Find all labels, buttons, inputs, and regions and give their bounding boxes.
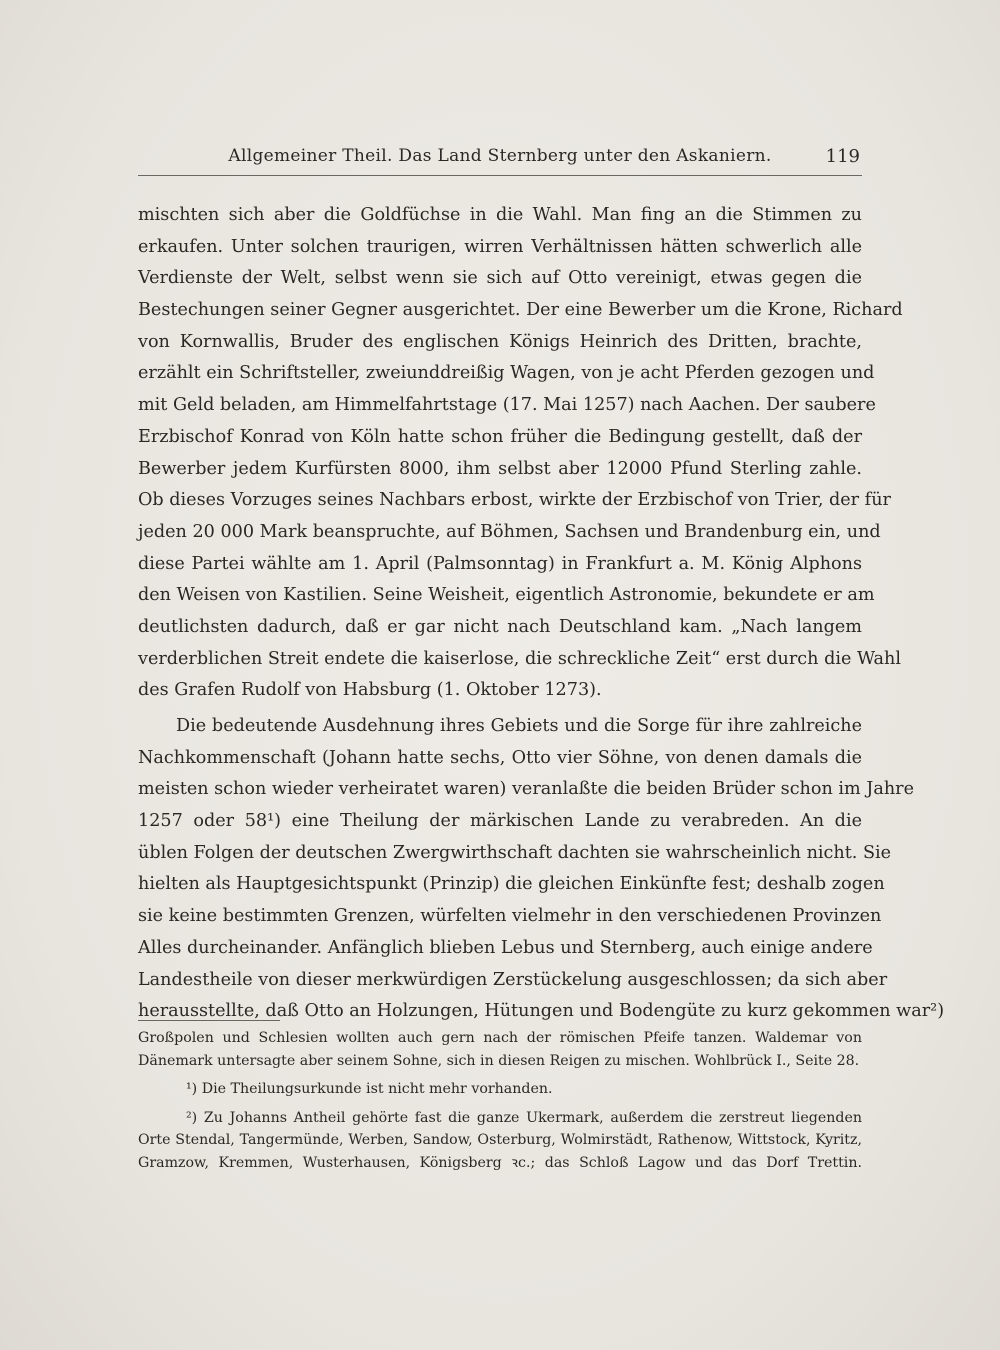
text-line: mit Geld beladen, am Himmelfahrtstage (17. Mai 1257) nach Aachen. Der saubere <box>138 395 876 416</box>
text-line: Bestechungen seiner Gegner ausgerichtet. Der eine Bewerber um die Krone, Richard <box>138 300 903 321</box>
text-line: meisten schon wieder verheiratet waren) veranlaßte die beiden Brüder schon im Jahre <box>138 779 914 800</box>
text-line: erzählt ein Schriftsteller, zweiunddreißig Wagen, von je acht Pferden gezogen und <box>138 363 875 384</box>
footnote-2 <box>138 1107 862 1175</box>
running-title: Allgemeiner Theil. Das Land Sternberg unter den Askaniern. <box>228 146 772 166</box>
text-line: diese Partei wählte am 1. April (Palmsonntag) in Frankfurt a. M. König Alphons <box>138 553 862 574</box>
text-line: mischten sich aber die Goldfüchse in die Wahl. Man fing an die Stimmen zu <box>138 205 862 225</box>
text-line: des Grafen Rudolf von Habsburg (1. Oktober 1273). <box>138 680 602 701</box>
footnote-1 <box>138 1078 862 1101</box>
text-line: Die bedeutende Ausdehnung ihres Gebiets und die Sorge für ihre zahlreiche <box>176 716 862 736</box>
text-line: Bewerber jedem Kurfürsten 8000, ihm selbst aber 12000 Pfund Sterling zahle. <box>138 458 862 479</box>
text-line: Ob dieses Vorzuges seines Nachbars erbost, wirkte der Erzbischof von Trier, der für <box>138 490 891 511</box>
text-line: den Weisen von Kastilien. Seine Weisheit, eigentlich Astronomie, bekundete er am <box>138 585 875 606</box>
page-header <box>138 142 862 172</box>
body-text <box>138 200 945 1028</box>
footnote-line: ¹) Die Theilungsurkunde ist nicht mehr vorhanden. <box>186 1081 553 1098</box>
text-line: Alles durcheinander. Anfänglich blieben Lebus und Sternberg, auch einige andere <box>138 937 873 958</box>
text-line: herausstellte, daß Otto an Holzungen, Hütungen und Bodengüte zu kurz gekommen war²) <box>138 1001 945 1022</box>
footnote-line: Dänemark untersagte aber seinem Sohne, sich in diesen Reigen zu mischen. Wohlbrück I., Seite 28. <box>138 1052 860 1069</box>
text-line: Nachkommenschaft (Johann hatte sechs, Otto vier Söhne, von denen damals die <box>138 747 862 768</box>
text-line: üblen Folgen der deutschen Zwergwirthschaft dachten sie wahrscheinlich nicht. Sie <box>138 842 892 863</box>
text-line: Verdienste der Welt, selbst wenn sie sich auf Otto vereinigt, etwas gegen die <box>138 268 862 289</box>
footnote-line: Gramzow, Kremmen, Wusterhausen, Königsberg ꝛc.; das Schloß Lagow und das Dorf Trettin. <box>138 1154 862 1171</box>
page-number: 119 <box>825 146 860 167</box>
text-line: sie keine bestimmten Grenzen, würfelten vielmehr in den verschiedenen Provinzen <box>138 906 882 927</box>
paragraph-1 <box>138 200 903 707</box>
text-line: verderblichen Streit endete die kaiserlose, die schreckliche Zeit“ erst durch die Wahl <box>138 648 901 669</box>
text-line: von Kornwallis, Bruder des englischen Königs Heinrich des Dritten, brachte, <box>138 331 862 352</box>
paragraph-2 <box>138 711 945 1028</box>
text-line: 1257 oder 58¹) eine Theilung der märkischen Lande zu verabreden. An die <box>138 811 862 832</box>
footnote-line: ²) Zu Johanns Antheil gehörte fast die ganze Ukermark, außerdem die zerstreut liegenden <box>186 1109 862 1126</box>
footnotes <box>138 1027 862 1175</box>
footnote-rule <box>138 1020 280 1021</box>
text-line: Erzbischof Konrad von Köln hatte schon früher die Bedingung gestellt, daß der <box>138 426 862 447</box>
text-line: deutlichsten dadurch, daß er gar nicht nach Deutschland kam. „Nach langem <box>138 616 862 637</box>
text-line: Landestheile von dieser merkwürdigen Zerstückelung ausgeschlossen; da sich aber <box>138 969 888 990</box>
header-rule <box>138 175 862 176</box>
footnote-continued <box>138 1027 862 1072</box>
text-line: erkaufen. Unter solchen traurigen, wirren Verhältnissen hätten schwerlich alle <box>138 236 862 257</box>
text-line: jeden 20 000 Mark beanspruchte, auf Böhmen, Sachsen und Brandenburg ein, und <box>138 521 881 542</box>
footnote-line: Orte Stendal, Tangermünde, Werben, Sandow, Osterburg, Wolmirstädt, Rathenow, Wittstock, Kyritz, <box>138 1132 862 1149</box>
text-line: hielten als Hauptgesichtspunkt (Prinzip) die gleichen Einkünfte fest; deshalb zogen <box>138 874 885 895</box>
footnote-line: Großpolen und Schlesien wollten auch gern nach der römischen Pfeife tanzen. Waldemar von <box>138 1030 862 1046</box>
